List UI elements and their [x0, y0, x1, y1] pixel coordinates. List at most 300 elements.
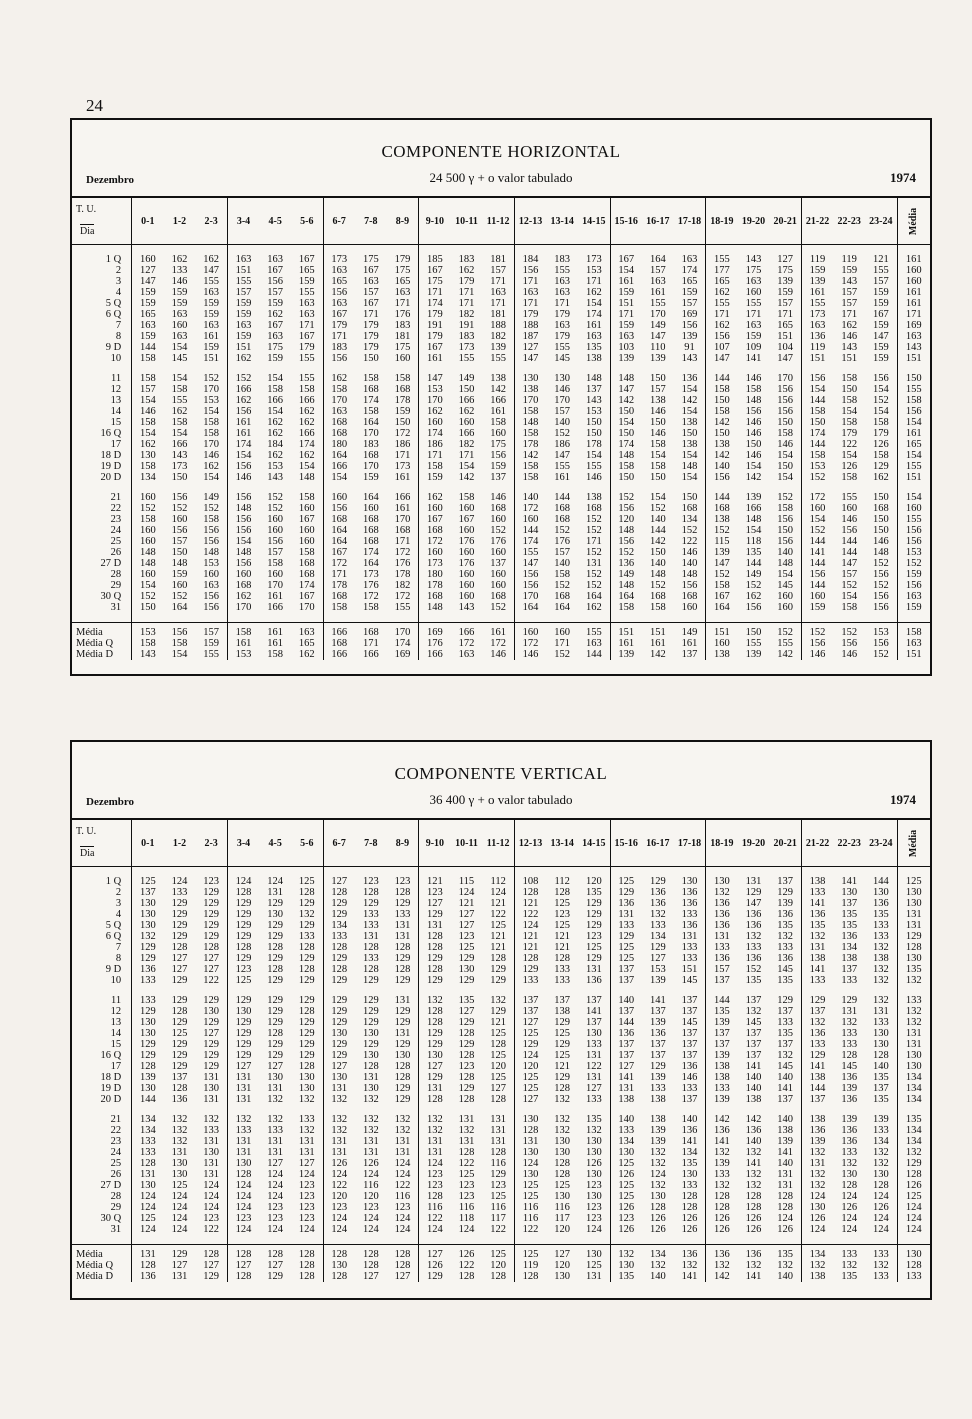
- value-cell: 166: [458, 428, 475, 439]
- value-cell: 168: [362, 450, 379, 461]
- panel-header: [72, 742, 930, 820]
- value-cell: 152: [235, 373, 252, 384]
- value-cell: 165: [139, 309, 156, 320]
- panel-year: 1974: [890, 170, 916, 185]
- value-cell: 130: [291, 1083, 323, 1094]
- mean-cell: 134: [905, 1094, 922, 1105]
- value-cell: 131: [362, 931, 379, 942]
- value-cell: 167: [714, 591, 730, 602]
- value-cell: 139: [769, 276, 801, 287]
- value-cell: 131: [809, 942, 826, 953]
- value-cell: 138: [649, 1114, 666, 1125]
- value-cell: 173: [458, 342, 475, 353]
- value-cell: 149: [674, 623, 706, 639]
- value-cell: 132: [331, 1094, 348, 1105]
- value-cell: 130: [291, 1072, 323, 1083]
- value-cell: 125: [522, 1028, 539, 1039]
- table-row: [72, 276, 930, 287]
- value-cell: 159: [139, 331, 156, 342]
- value-cell: 129: [235, 995, 252, 1006]
- value-cell: 145: [554, 353, 571, 364]
- value-cell: 138: [809, 876, 826, 887]
- value-cell: 152: [267, 492, 284, 503]
- value-cell: 167: [362, 298, 379, 309]
- value-cell: 168: [331, 591, 348, 602]
- value-cell: 160: [291, 525, 323, 536]
- value-cell: 159: [195, 638, 227, 649]
- value-cell: 131: [865, 1006, 897, 1017]
- value-cell: 162: [171, 406, 188, 417]
- value-cell: 139: [769, 1136, 801, 1147]
- value-cell: 123: [578, 1213, 610, 1224]
- value-cell: 160: [458, 547, 475, 558]
- value-cell: 129: [291, 1050, 323, 1061]
- value-cell: 137: [578, 384, 610, 395]
- row-label: 25: [72, 536, 132, 547]
- value-cell: 139: [714, 1094, 730, 1105]
- value-cell: 132: [745, 1169, 762, 1180]
- value-cell: 160: [714, 638, 730, 649]
- value-cell: 132: [362, 1125, 379, 1136]
- value-cell: 124: [387, 1158, 419, 1169]
- value-cell: 130: [331, 1260, 348, 1271]
- value-cell: 160: [235, 569, 252, 580]
- value-cell: 144: [809, 536, 826, 547]
- value-cell: 142: [618, 395, 635, 406]
- value-cell: 138: [714, 649, 730, 660]
- mean-cell: 129: [905, 1158, 922, 1169]
- value-cell: 127: [331, 1061, 348, 1072]
- value-cell: 171: [362, 309, 379, 320]
- value-cell: 160: [267, 514, 284, 525]
- value-cell: 137: [745, 995, 762, 1006]
- value-cell: 130: [139, 450, 156, 461]
- value-cell: 128: [362, 964, 379, 975]
- value-cell: 164: [331, 536, 348, 547]
- mean-cell: 125: [905, 1191, 922, 1202]
- value-cell: 144: [649, 525, 666, 536]
- value-cell: 162: [139, 439, 156, 450]
- value-cell: 129: [195, 995, 227, 1006]
- value-cell: 137: [139, 887, 156, 898]
- value-cell: 137: [714, 1028, 730, 1039]
- value-cell: 138: [841, 953, 858, 964]
- value-cell: 124: [171, 1202, 188, 1213]
- table-row: [72, 975, 930, 986]
- value-cell: 129: [649, 876, 666, 887]
- value-cell: 168: [482, 591, 514, 602]
- value-cell: 125: [554, 1028, 571, 1039]
- value-cell: 131: [387, 995, 419, 1006]
- value-cell: 140: [769, 1072, 801, 1083]
- value-cell: 134: [865, 1136, 897, 1147]
- mean-cell: 155: [905, 384, 922, 395]
- value-cell: 136: [809, 909, 826, 920]
- table-row: [72, 995, 930, 1006]
- value-cell: 160: [458, 525, 475, 536]
- value-cell: 167: [426, 342, 443, 353]
- value-cell: 156: [865, 591, 897, 602]
- value-cell: 119: [809, 254, 826, 265]
- value-cell: 159: [195, 298, 227, 309]
- value-cell: 160: [267, 569, 284, 580]
- value-cell: 144: [745, 558, 762, 569]
- value-cell: 127: [769, 254, 801, 265]
- value-cell: 162: [458, 406, 475, 417]
- value-cell: 144: [865, 876, 897, 887]
- value-cell: 159: [745, 331, 762, 342]
- value-cell: 127: [171, 953, 188, 964]
- value-cell: 133: [291, 1114, 323, 1125]
- value-cell: 128: [267, 964, 284, 975]
- value-cell: 128: [458, 1072, 475, 1083]
- value-cell: 121: [482, 1017, 514, 1028]
- value-cell: 130: [618, 1260, 635, 1271]
- table-row: [72, 1169, 930, 1180]
- value-cell: 160: [139, 492, 156, 503]
- value-cell: 158: [841, 472, 858, 483]
- value-cell: 128: [426, 1017, 443, 1028]
- mean-cell: 128: [905, 1169, 922, 1180]
- mean-cell: 151: [905, 353, 922, 364]
- value-cell: 131: [267, 1136, 284, 1147]
- value-cell: 129: [578, 953, 610, 964]
- value-cell: 128: [458, 1271, 475, 1282]
- value-cell: 125: [522, 1072, 539, 1083]
- value-cell: 159: [267, 298, 284, 309]
- value-cell: 129: [458, 1017, 475, 1028]
- value-cell: 133: [139, 1136, 156, 1147]
- value-cell: 148: [235, 547, 252, 558]
- value-cell: 148: [769, 558, 801, 569]
- value-cell: 116: [522, 1213, 539, 1224]
- value-cell: 154: [674, 384, 706, 395]
- value-cell: 128: [482, 1147, 514, 1158]
- value-cell: 128: [714, 1202, 730, 1213]
- value-cell: 142: [714, 1114, 730, 1125]
- value-cell: 135: [714, 1006, 730, 1017]
- value-cell: 136: [745, 953, 762, 964]
- value-cell: 128: [291, 1006, 323, 1017]
- value-cell: 140: [769, 547, 801, 558]
- group-gap: [72, 986, 930, 995]
- row-label: 3: [72, 898, 132, 909]
- value-cell: 130: [865, 887, 897, 898]
- value-cell: 116: [387, 1191, 419, 1202]
- value-cell: 125: [522, 1180, 539, 1191]
- value-cell: 155: [769, 638, 801, 649]
- value-cell: 167: [291, 514, 323, 525]
- value-cell: 129: [171, 1039, 188, 1050]
- value-cell: 132: [139, 931, 156, 942]
- value-cell: 151: [706, 623, 738, 639]
- mean-cell: 126: [905, 1180, 922, 1191]
- value-cell: 141: [769, 1147, 801, 1158]
- hour-header: 2-3: [195, 820, 227, 867]
- value-cell: 137: [649, 1006, 666, 1017]
- value-cell: 128: [235, 942, 252, 953]
- value-cell: 115: [714, 536, 730, 547]
- value-cell: 140: [769, 1158, 801, 1169]
- value-cell: 133: [139, 1147, 156, 1158]
- value-cell: 129: [649, 1061, 666, 1072]
- value-cell: 138: [714, 439, 730, 450]
- row-label: 22: [72, 1125, 132, 1136]
- value-cell: 131: [267, 1083, 284, 1094]
- value-cell: 119: [809, 342, 826, 353]
- table-row: [72, 920, 930, 931]
- value-cell: 138: [714, 514, 730, 525]
- value-cell: 174: [291, 580, 323, 591]
- value-cell: 124: [387, 1213, 419, 1224]
- value-cell: 129: [171, 1061, 188, 1072]
- value-cell: 153: [132, 623, 164, 639]
- value-cell: 158: [458, 492, 475, 503]
- value-cell: 160: [546, 623, 578, 639]
- value-cell: 156: [769, 406, 801, 417]
- value-cell: 163: [291, 309, 323, 320]
- value-cell: 131: [387, 1136, 419, 1147]
- value-cell: 133: [362, 909, 379, 920]
- value-cell: 181: [387, 331, 419, 342]
- value-cell: 127: [267, 1158, 284, 1169]
- value-cell: 150: [841, 384, 858, 395]
- row-label: 19 D: [72, 1083, 132, 1094]
- mean-cell: 132: [905, 975, 922, 986]
- value-cell: 153: [195, 395, 227, 406]
- panel-title: COMPONENTE HORIZONTAL: [381, 142, 621, 161]
- value-cell: 128: [482, 1094, 514, 1105]
- value-cell: 158: [362, 373, 379, 384]
- value-cell: 131: [578, 558, 610, 569]
- table-row: [72, 1213, 930, 1224]
- value-cell: 127: [546, 1245, 578, 1261]
- value-cell: 150: [649, 373, 666, 384]
- value-cell: 158: [362, 406, 379, 417]
- value-cell: 150: [649, 472, 666, 483]
- value-cell: 158: [139, 461, 156, 472]
- value-cell: 176: [362, 580, 379, 591]
- value-cell: 163: [649, 276, 666, 287]
- mean-cell: 155: [905, 514, 922, 525]
- value-cell: 127: [195, 1028, 227, 1039]
- value-cell: 131: [769, 1180, 801, 1191]
- value-cell: 160: [769, 591, 801, 602]
- value-cell: 129: [331, 898, 348, 909]
- table-row: [72, 472, 930, 483]
- value-cell: 125: [171, 1180, 188, 1191]
- table-row: [72, 1158, 930, 1169]
- value-cell: 132: [387, 1125, 419, 1136]
- value-cell: 158: [714, 580, 730, 591]
- value-cell: 129: [554, 1072, 571, 1083]
- value-cell: 148: [618, 580, 635, 591]
- value-cell: 166: [235, 384, 252, 395]
- value-cell: 129: [482, 1006, 514, 1017]
- value-cell: 179: [426, 331, 443, 342]
- value-cell: 154: [171, 428, 188, 439]
- value-cell: 127: [235, 1061, 252, 1072]
- value-cell: 142: [522, 450, 539, 461]
- value-cell: 154: [235, 536, 252, 547]
- row-label: 9 D: [72, 964, 132, 975]
- value-cell: 145: [841, 1061, 858, 1072]
- value-cell: 137: [714, 1039, 730, 1050]
- value-cell: 130: [578, 1169, 610, 1180]
- value-cell: 138: [769, 1125, 801, 1136]
- value-cell: 130: [865, 1039, 897, 1050]
- value-cell: 124: [331, 1224, 348, 1235]
- value-cell: 163: [171, 309, 188, 320]
- value-cell: 129: [331, 1050, 348, 1061]
- value-cell: 133: [865, 931, 897, 942]
- value-cell: 158: [171, 638, 188, 649]
- value-cell: 164: [362, 492, 379, 503]
- value-cell: 154: [171, 373, 188, 384]
- value-cell: 133: [841, 1039, 858, 1050]
- value-cell: 159: [426, 472, 443, 483]
- value-cell: 156: [522, 265, 539, 276]
- value-cell: 158: [291, 547, 323, 558]
- value-cell: 179: [362, 342, 379, 353]
- value-cell: 175: [387, 342, 419, 353]
- hour-header: 8-9: [387, 198, 419, 245]
- table-row: [72, 331, 930, 342]
- table-row: [72, 384, 930, 395]
- value-cell: 144: [809, 558, 826, 569]
- value-cell: 131: [458, 1114, 475, 1125]
- value-cell: 156: [195, 536, 227, 547]
- hour-header: 7-8: [355, 820, 387, 867]
- value-cell: 162: [291, 649, 323, 660]
- value-cell: 156: [769, 384, 801, 395]
- value-cell: 130: [674, 1169, 706, 1180]
- value-cell: 127: [522, 1094, 539, 1105]
- value-cell: 130: [578, 1028, 610, 1039]
- value-cell: 141: [745, 1061, 762, 1072]
- mean-cell: 130: [897, 1245, 930, 1261]
- value-cell: 150: [171, 547, 188, 558]
- value-cell: 129: [769, 995, 801, 1006]
- value-cell: 132: [714, 1260, 730, 1271]
- value-cell: 136: [618, 558, 635, 569]
- value-cell: 130: [618, 1147, 635, 1158]
- value-cell: 128: [769, 1202, 801, 1213]
- value-cell: 168: [674, 591, 706, 602]
- table-row: [72, 406, 930, 417]
- hour-header: 4-5: [259, 198, 291, 245]
- mean-cell: 134: [905, 1136, 922, 1147]
- value-cell: 129: [171, 1050, 188, 1061]
- panel-year: 1974: [890, 792, 916, 807]
- value-cell: 158: [267, 384, 284, 395]
- value-cell: 138: [674, 417, 706, 428]
- value-cell: 135: [841, 920, 858, 931]
- value-cell: 132: [554, 1125, 571, 1136]
- value-cell: 154: [331, 472, 348, 483]
- value-cell: 130: [267, 1072, 284, 1083]
- value-cell: 138: [809, 1072, 826, 1083]
- value-cell: 131: [331, 1136, 348, 1147]
- value-cell: 133: [578, 1039, 610, 1050]
- row-label: 2: [72, 265, 132, 276]
- value-cell: 127: [419, 1245, 451, 1261]
- value-cell: 151: [610, 623, 642, 639]
- table-row: [72, 1147, 930, 1158]
- value-cell: 129: [235, 931, 252, 942]
- value-cell: 130: [554, 1271, 571, 1282]
- value-cell: 116: [458, 1202, 475, 1213]
- value-cell: 141: [674, 1271, 706, 1282]
- value-cell: 125: [482, 1191, 514, 1202]
- value-cell: 129: [171, 931, 188, 942]
- value-cell: 170: [362, 461, 379, 472]
- hour-header: 18-19: [706, 820, 738, 867]
- hour-header: 4-5: [259, 820, 291, 867]
- value-cell: 178: [578, 439, 610, 450]
- table-row: [72, 417, 930, 428]
- value-cell: 130: [139, 898, 156, 909]
- value-cell: 149: [195, 492, 227, 503]
- value-cell: 135: [769, 1245, 801, 1261]
- value-cell: 126: [769, 1224, 801, 1235]
- value-cell: 129: [387, 898, 419, 909]
- row-label: 10: [72, 975, 132, 986]
- value-cell: 170: [195, 439, 227, 450]
- value-cell: 128: [522, 953, 539, 964]
- value-cell: 124: [195, 1180, 227, 1191]
- value-cell: 129: [195, 887, 227, 898]
- value-cell: 129: [426, 1039, 443, 1050]
- value-cell: 122: [522, 909, 539, 920]
- value-cell: 137: [714, 975, 730, 986]
- value-cell: 128: [387, 1245, 419, 1261]
- value-cell: 171: [841, 309, 858, 320]
- value-cell: 132: [235, 1114, 252, 1125]
- table-row: [72, 1224, 930, 1235]
- mean-cell: 143: [905, 342, 922, 353]
- value-cell: 158: [291, 384, 323, 395]
- value-cell: 132: [171, 1114, 188, 1125]
- value-cell: 183: [362, 439, 379, 450]
- mean-cell: 131: [905, 1039, 922, 1050]
- value-cell: 147: [554, 450, 571, 461]
- value-cell: 163: [387, 287, 419, 298]
- value-cell: 123: [235, 1213, 252, 1224]
- value-cell: 172: [458, 638, 475, 649]
- value-cell: 159: [865, 342, 897, 353]
- value-cell: 123: [458, 931, 475, 942]
- row-label: 1 Q: [72, 876, 132, 887]
- value-cell: 126: [618, 1224, 635, 1235]
- value-cell: 160: [841, 503, 858, 514]
- value-cell: 136: [714, 953, 730, 964]
- value-cell: 161: [482, 623, 514, 639]
- panel-month: Dezembro: [86, 796, 135, 808]
- mean-cell: 158: [897, 623, 930, 639]
- table-row: [72, 1072, 930, 1083]
- value-cell: 160: [809, 503, 826, 514]
- value-cell: 130: [171, 1158, 188, 1169]
- row-label: 30 Q: [72, 1213, 132, 1224]
- value-cell: 130: [235, 1006, 252, 1017]
- value-cell: 158: [554, 569, 571, 580]
- mean-cell: 153: [905, 547, 922, 558]
- value-cell: 155: [554, 461, 571, 472]
- value-cell: 168: [291, 558, 323, 569]
- value-cell: 152: [674, 525, 706, 536]
- value-cell: 136: [139, 1271, 156, 1282]
